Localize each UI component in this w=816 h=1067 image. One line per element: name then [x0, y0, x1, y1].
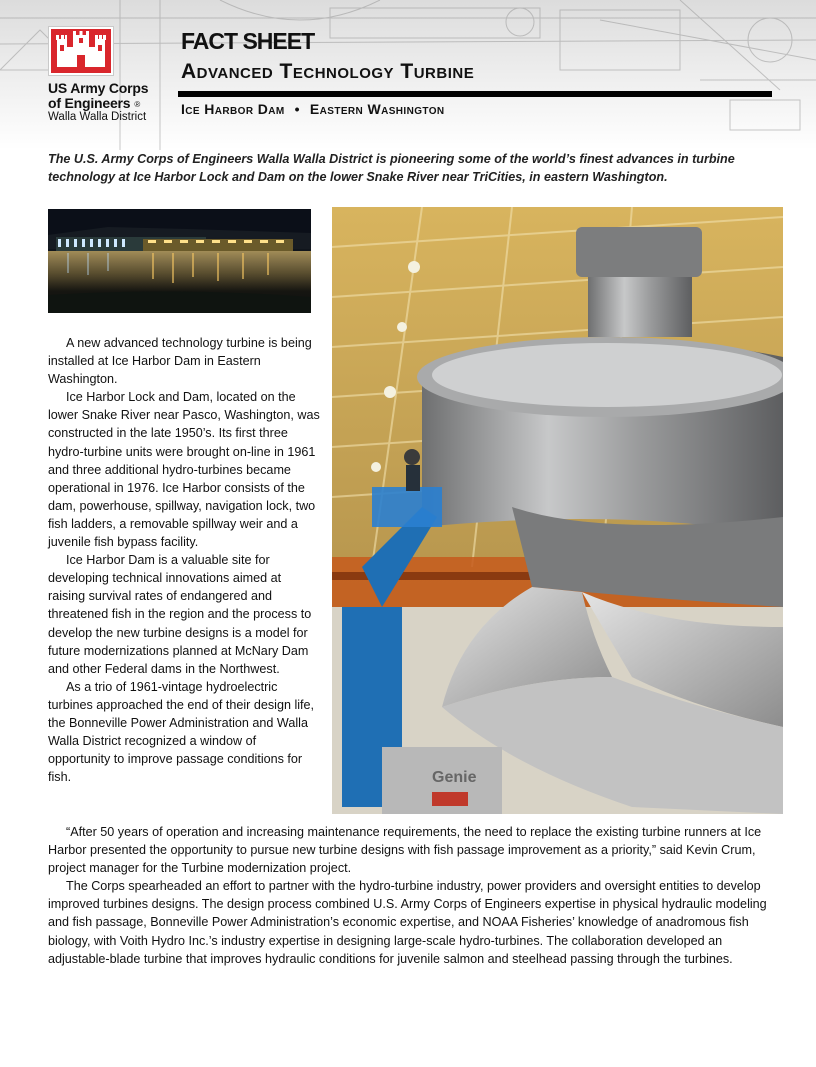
paragraph: Ice Harbor Lock and Dam, located on the lower Snake River near Pasco, Washington, was constructed in the late 1950’s. Its first three hydro-turbine units were brought on-line in 1961 and three additional hydro-turbines became operational in 1976. Ice Harbor consists of the dam, powerhouse, spillway, navigation lock, two fish ladders, a removable spillway weir and a juvenile fish bypass facility. [48, 390, 320, 550]
paragraph: Ice Harbor Dam is a valuable site for developing technical innovations aimed at raising survival rates of endangered and threatened fish in the region and the process to develop the new turbine designs is a model for future modernizations planned at McNary Dam and other Federal dams in the Northwest. [48, 553, 312, 676]
title-divider [178, 91, 772, 97]
castle-icon [51, 29, 111, 73]
subtitle-separator: • [294, 101, 300, 117]
org-name-line2 [48, 95, 140, 111]
org-name-line1: US Army Corps [48, 80, 149, 96]
location-subtitle [181, 101, 445, 117]
paragraph: The Corps spearheaded an effort to partner with the hydro-turbine industry, power providers and oversight entities to develop improved turbines designs. The design process combined U.S. Army Corps of Engineers expertise in physical hydraulic modeling and fish passage, Bonneville Power Administration’s economic expertise, and NOAA Fisheries’ knowledge of anadromous fish biology, with Voith Hydro Inc.’s industry expertise in designing large-scale hydro-turbines. The collaboration developed an adjustable-blade turbine that improves hydraulic conditions for juvenile salmon and steelhead passing through the turbines. [48, 879, 767, 966]
turbine-installation-photo [332, 207, 783, 814]
subtitle-dam: Ice Harbor Dam [181, 101, 285, 117]
org-name-line2-text: of Engineers [48, 95, 131, 111]
subtitle-region: Eastern Washington [309, 101, 445, 117]
fact-sheet-label: FACT SHEET [181, 28, 315, 54]
district-name: Walla Walla District [48, 111, 147, 123]
full-width-text [48, 823, 772, 968]
usace-castle-logo [49, 27, 113, 75]
dam-night-illustration [48, 209, 311, 313]
left-column-text [48, 334, 320, 786]
paragraph: A new advanced technology turbine is being installed at Ice Harbor Dam in Eastern Washington. [48, 336, 312, 387]
page-title: Advanced Technology Turbine [181, 60, 475, 83]
dam-night-photo [48, 209, 311, 313]
intro-paragraph: The U.S. Army Corps of Engineers Walla Walla District is pioneering some of the world’s finest advances in turbine technology at Ice Harbor Lock and Dam on the lower Snake River near TriCities, in eastern Washington. [48, 152, 735, 184]
registered-mark: ® [134, 99, 141, 109]
turbine-illustration [332, 207, 783, 814]
lift-brand-label: Genie [432, 769, 477, 786]
quote-paragraph: “After 50 years of operation and increasing maintenance requirements, the need to replace the existing turbine runners at Ice Harbor presented the opportunity to pursue new turbine designs with fish passage improvement as a priority,” said Kevin Crum, project manager for the Turbine modernization project. [48, 825, 762, 876]
paragraph: As a trio of 1961-vintage hydroelectric turbines approached the end of their design life, the Bonneville Power Administration and Walla Walla District recognized a window of opportunity to improve passage conditions for fish. [48, 679, 315, 785]
